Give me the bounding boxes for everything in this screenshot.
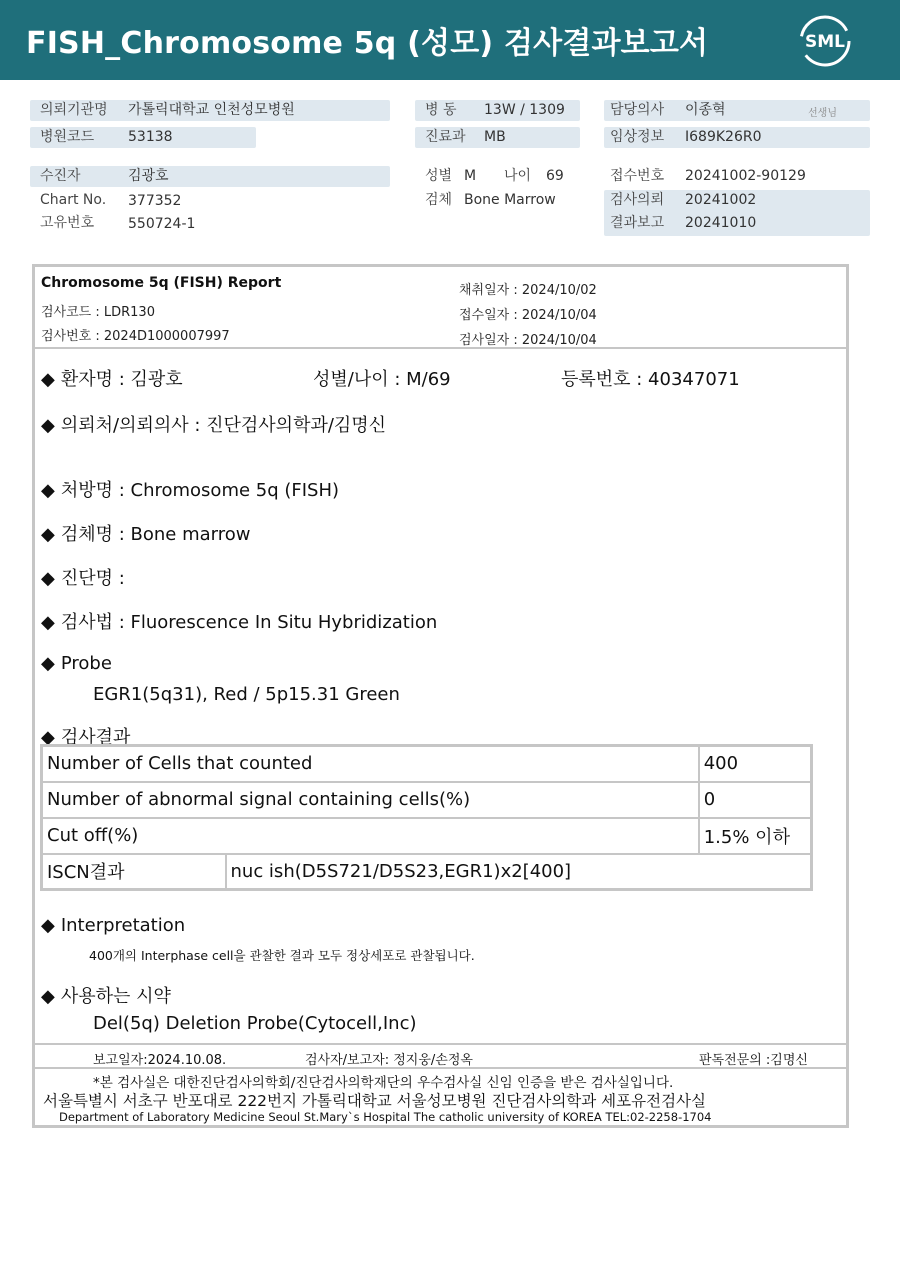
referral-line: ◆ 의뢰처/의뢰의사 : 진단검사의학과/김명신	[41, 415, 387, 436]
sex-label: 성별	[425, 168, 453, 184]
table-row	[42, 782, 812, 818]
patient-line: ◆ 환자명 : 김광호	[41, 369, 183, 390]
report-title: Chromosome 5q (FISH) Report	[41, 275, 282, 291]
hospital-value: 가톨릭대학교 인천성모병원	[128, 102, 295, 118]
table-row	[42, 818, 812, 854]
diamond-icon: ◆	[41, 986, 55, 1007]
cell-label: Cut off(%)	[42, 818, 699, 854]
iscn-label: ISCN결과	[42, 854, 226, 890]
results-table	[40, 744, 813, 891]
table-row	[42, 854, 812, 890]
age-label: 나이	[504, 168, 532, 184]
id-value: 550724-1	[128, 216, 196, 232]
id-label: 고유번호	[40, 215, 95, 231]
logo-text: SML	[805, 32, 845, 52]
test-code: 검사코드 : LDR130	[41, 305, 155, 320]
cell-value: 1.5% 이하	[699, 818, 812, 854]
diamond-icon: ◆	[41, 415, 55, 436]
ward-value: 13W / 1309	[484, 102, 565, 118]
report-date: 보고일자:2024.10.08.	[93, 1053, 227, 1068]
doctor-label: 담당의사	[610, 102, 665, 118]
header-bar	[0, 0, 900, 80]
tester-line: 검사자/보고자: 정지웅/손정옥	[305, 1053, 473, 1068]
cell-value: 400	[699, 746, 812, 782]
iscn-value: nuc ish(D5S721/D5S23,EGR1)x2[400]	[226, 854, 812, 890]
code-value: 53138	[128, 129, 173, 145]
cell-label: Number of Cells that counted	[42, 746, 699, 782]
diamond-icon: ◆	[41, 915, 55, 936]
age-value: 69	[546, 168, 564, 184]
footer-department: Department of Laboratory Medicine Seoul St.Mary`s Hospital The catholic university of KOREA TEL:02-2258-1704	[59, 1110, 712, 1124]
probe-heading: ◆ Probe	[41, 653, 112, 674]
hospital-label: 의뢰기관명	[40, 102, 108, 118]
sml-logo-icon	[798, 14, 852, 68]
test-date: 검사일자 : 2024/10/04	[459, 333, 597, 348]
diamond-icon: ◆	[41, 727, 55, 748]
dept-value: MB	[484, 129, 506, 145]
interpretation-text: 400개의 Interphase cell을 관찰한 결과 모두 정상세포로 관찰됩니다.	[89, 948, 475, 963]
specimen-value: Bone Marrow	[464, 192, 556, 208]
diamond-icon: ◆	[41, 653, 55, 674]
footer-address: 서울특별시 서초구 반포대로 222번지 가톨릭대학교 서울성모병원 진단검사의학과 세포유전검사실	[43, 1092, 706, 1110]
probe-text: EGR1(5q31), Red / 5p15.31 Green	[93, 684, 400, 705]
clinical-label: 임상정보	[610, 129, 665, 145]
dept-label: 진료과	[425, 129, 466, 145]
result-heading: ◆ 검사결과	[41, 727, 131, 748]
ward-label: 병 동	[425, 102, 457, 118]
report-header	[35, 267, 846, 349]
specimen-line: ◆ 검체명 : Bone marrow	[41, 524, 251, 545]
interpretation-heading: ◆ Interpretation	[41, 915, 186, 936]
doctor-suffix: 선생님	[808, 108, 837, 119]
reagent-text: Del(5q) Deletion Probe(Cytocell,Inc)	[93, 1013, 417, 1034]
diamond-icon: ◆	[41, 480, 55, 501]
accession-value: 20241002-90129	[685, 168, 806, 184]
request-label: 검사의뢰	[610, 192, 665, 208]
signature-row	[35, 1043, 846, 1069]
test-number: 검사번호 : 2024D1000007997	[41, 329, 230, 344]
chart-label: Chart No.	[40, 192, 107, 208]
specialist-line: 판독전문의 :김명신	[699, 1053, 808, 1068]
footer-note: *본 검사실은 대한진단검사의학회/진단검사의학재단의 우수검사실 신임 인증을 받은 검사실입니다.	[93, 1075, 674, 1091]
diamond-icon: ◆	[41, 612, 55, 633]
specimen-label: 검체	[425, 192, 453, 208]
band-patient	[30, 166, 390, 187]
collect-date: 채취일자 : 2024/10/02	[459, 283, 597, 298]
registration-line: 등록번호 : 40347071	[561, 369, 740, 390]
method-line: ◆ 검사법 : Fluorescence In Situ Hybridization	[41, 612, 438, 633]
code-label: 병원코드	[40, 129, 95, 145]
doctor-value: 이종혁	[685, 102, 726, 118]
result-label: 결과보고	[610, 215, 665, 231]
clinical-value: I689K26R0	[685, 129, 762, 145]
diamond-icon: ◆	[41, 369, 55, 390]
cell-label: Number of abnormal signal containing cells(%)	[42, 782, 699, 818]
result-value: 20241010	[685, 215, 757, 231]
page-title: FISH_Chromosome 5q (성모) 검사결과보고서	[26, 26, 709, 61]
order-line: ◆ 처방명 : Chromosome 5q (FISH)	[41, 480, 340, 501]
cell-value: 0	[699, 782, 812, 818]
patient-label: 수진자	[40, 168, 81, 184]
accession-label: 접수번호	[610, 168, 665, 184]
chart-value: 377352	[128, 193, 182, 209]
diamond-icon: ◆	[41, 568, 55, 589]
report-document	[32, 264, 849, 1128]
receive-date: 접수일자 : 2024/10/04	[459, 308, 597, 323]
reagent-heading: ◆ 사용하는 시약	[41, 986, 171, 1007]
diamond-icon: ◆	[41, 524, 55, 545]
table-row	[42, 746, 812, 782]
sex-value: M	[464, 168, 477, 184]
sexage-line: 성별/나이 : M/69	[313, 369, 451, 390]
patient-value: 김광호	[128, 168, 169, 184]
diagnosis-line: ◆ 진단명 :	[41, 568, 125, 589]
request-value: 20241002	[685, 192, 757, 208]
